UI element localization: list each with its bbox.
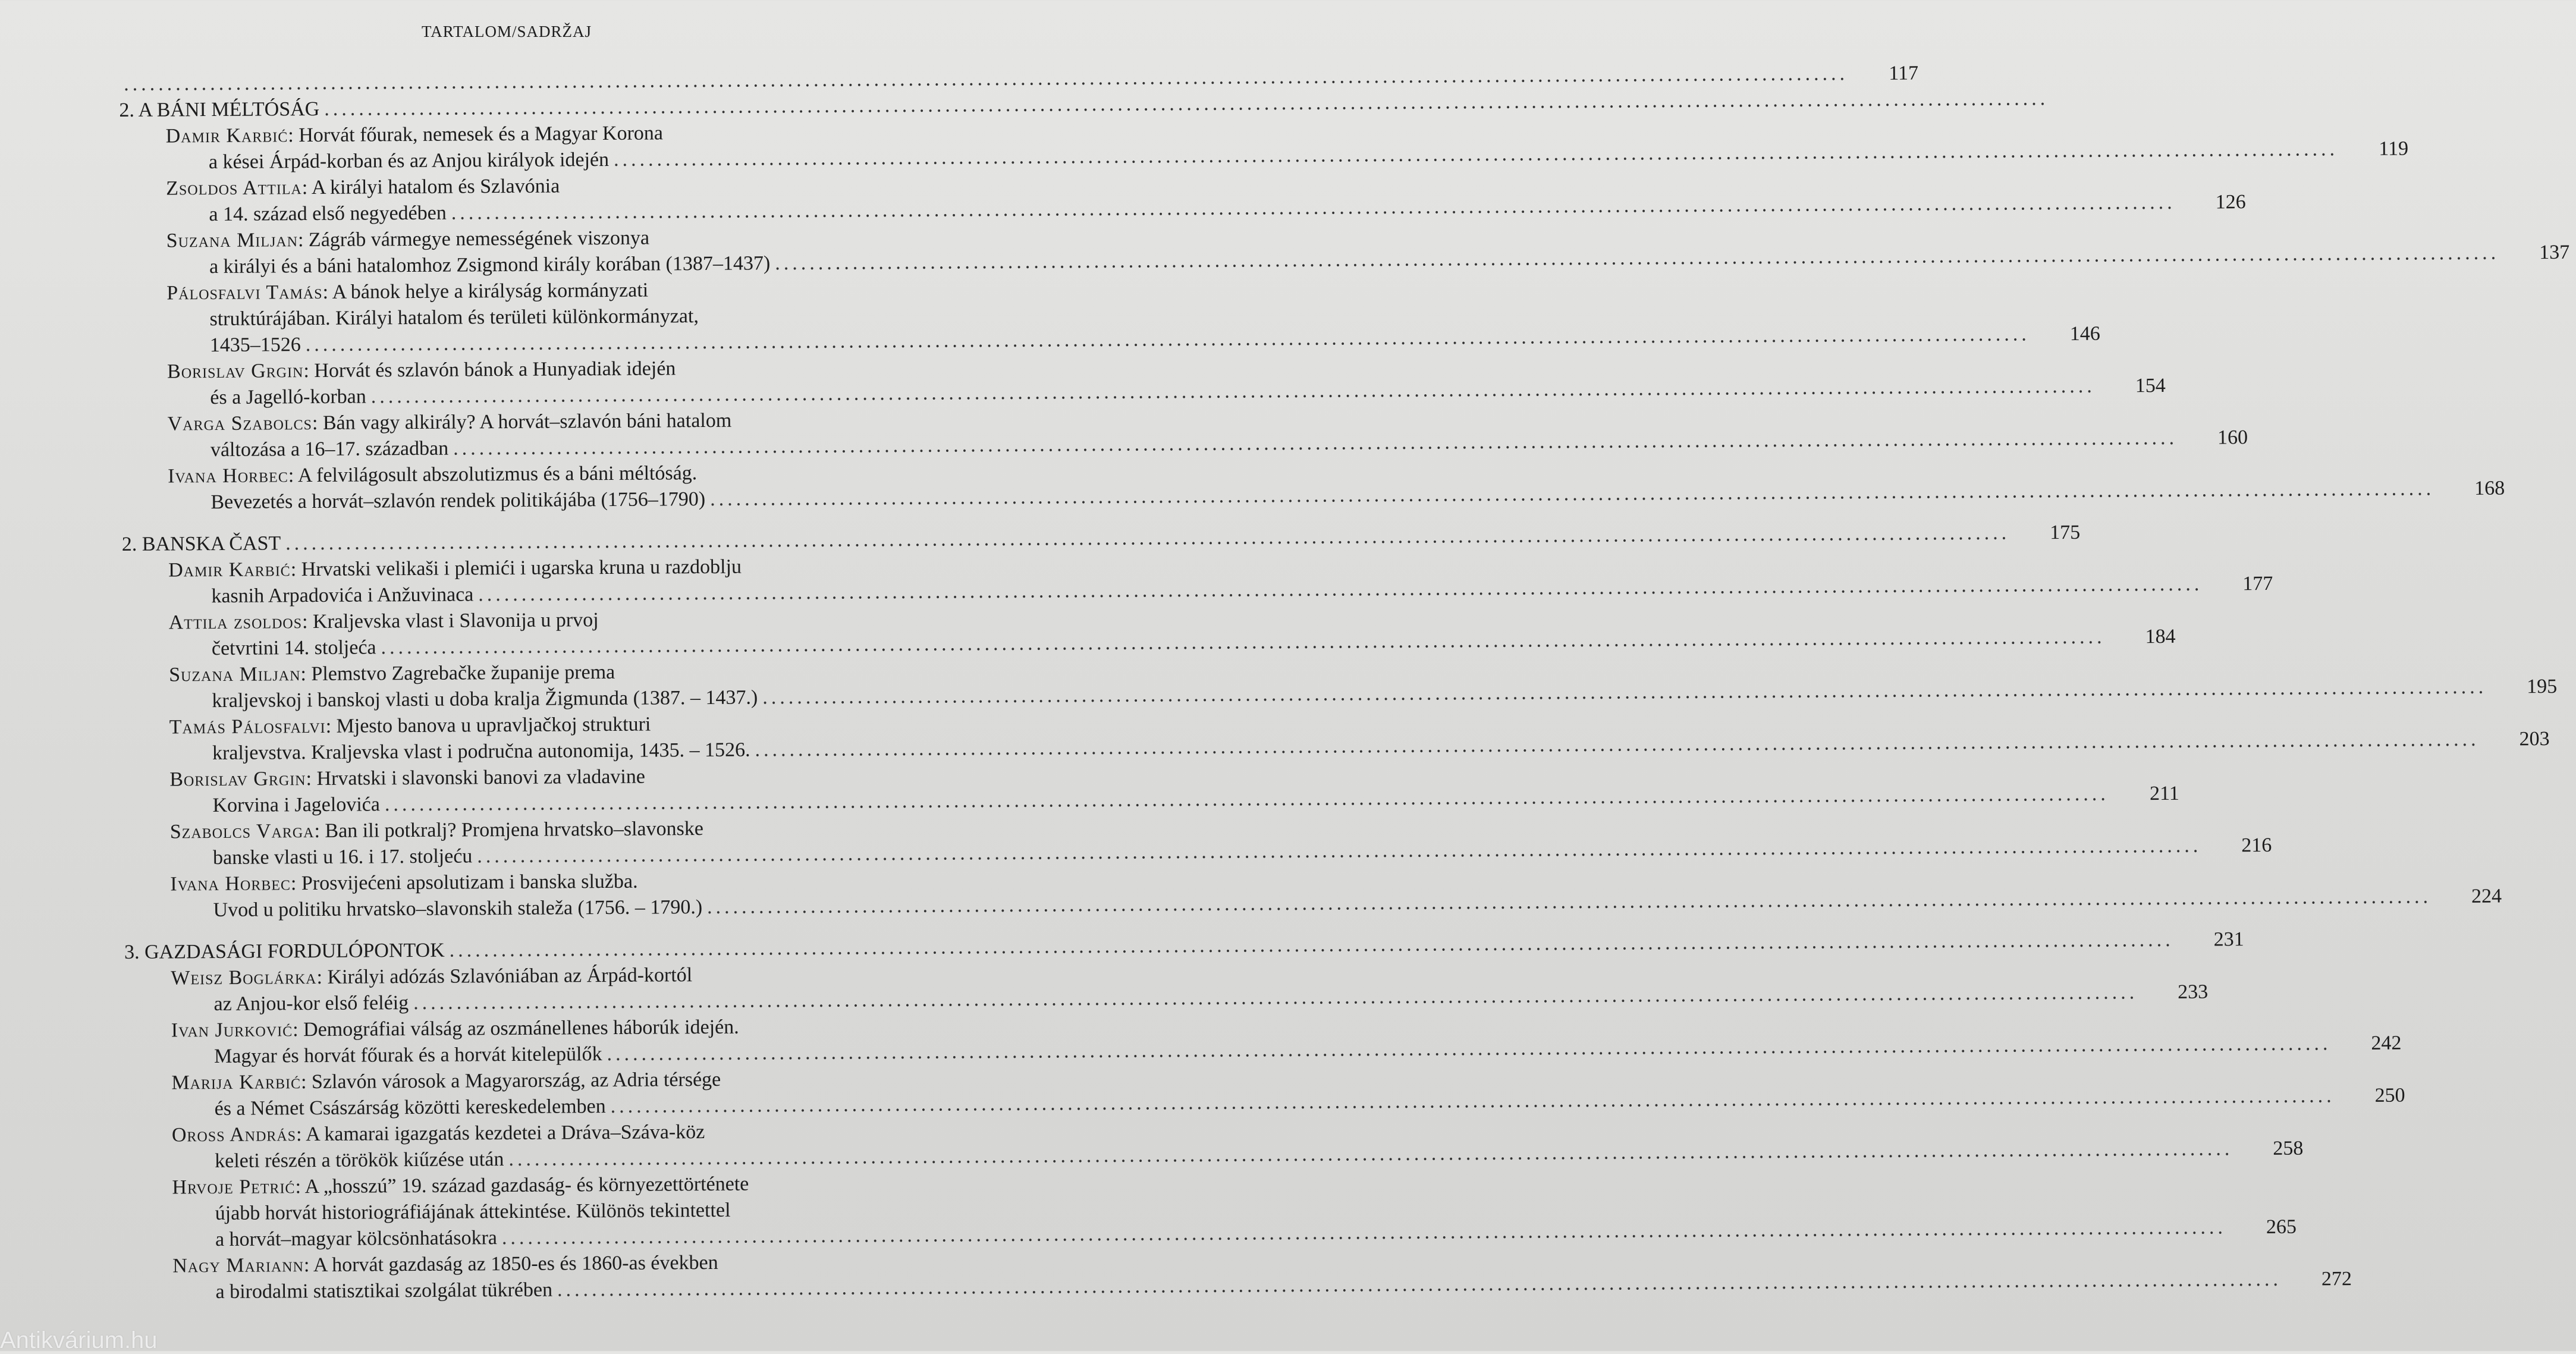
entry-text bbox=[209, 200, 447, 228]
author-name: Suzana Miljan bbox=[169, 663, 301, 686]
entry-continuation-line bbox=[125, 1137, 2304, 1175]
dot-leader: ........................................................................................................................................................................................................ bbox=[451, 191, 2176, 224]
entry-text bbox=[209, 147, 609, 175]
entry-title-line: az Anjou-kor első feléig bbox=[213, 992, 409, 1016]
entry-title-line: a horvát–magyar kölcsönhatásokra bbox=[215, 1227, 498, 1251]
entry-title-line: A „hosszú” 19. század gazdaság- és környezettörténete bbox=[304, 1173, 749, 1198]
page-number: 272 bbox=[2321, 1268, 2352, 1290]
entry-text: Pálosfalvi Tamás: A bánok helye a királyság kormányzati bbox=[167, 279, 649, 304]
entry-title-line: Hrvatski velikaši i plemići i ugarska kruna u razdoblju bbox=[301, 555, 742, 581]
entry-text bbox=[212, 791, 380, 819]
dot-leader: ........................................................................................................................................................................................................ bbox=[453, 426, 2178, 460]
entry-title-line: četvrtini 14. stoljeća bbox=[211, 636, 376, 660]
author-name: Suzana Miljan bbox=[166, 229, 299, 252]
page-number: 203 bbox=[2519, 728, 2550, 750]
entry-title-line: Ban ili potkralj? Promjena hrvatsko–slavonske bbox=[325, 818, 704, 842]
entry-title-line: a birodalmi statisztikai szolgálat tükrében bbox=[215, 1278, 553, 1303]
author-name: Nagy Mariann bbox=[172, 1254, 304, 1277]
dot-leader: ........................................................................................................................................................................................................ bbox=[610, 1085, 2335, 1117]
entry-text: Attila zsoldos: Kraljevska vlast i Slavonija u prvoj bbox=[168, 609, 599, 634]
dot-leader: ........................................................................................................................................................................................................ bbox=[613, 138, 2339, 171]
entry-title-line: Korvina i Jagelovića bbox=[212, 793, 381, 817]
entry-title-line: a kései Árpád-korban és az Anjou királyok idején bbox=[208, 148, 610, 174]
entry-title-line: struktúrájában. Királyi hatalom és területi különkormányzat, bbox=[209, 305, 699, 331]
section-title: 2. A BÁNI MÉLTÓSÁG bbox=[119, 98, 320, 121]
entry-title-line: Bevezetés a horvát–szlavón rendek politikájába (1756–1790) bbox=[211, 488, 706, 514]
entry-title-line: A horvát gazdaság az 1850-es és 1860-as években bbox=[313, 1251, 718, 1277]
entry-title-line: A királyi hatalom és Szlavónia bbox=[311, 175, 560, 199]
entry-text: Zsoldos Attila: A királyi hatalom és Szlavónia bbox=[166, 175, 560, 200]
author-name: Ivana Horbec bbox=[170, 872, 291, 896]
entry-text: Suzana Miljan: Zágráb vármegye nemességének viszonya bbox=[166, 227, 650, 252]
author-name: Borislav Grgin bbox=[169, 768, 306, 791]
entry-title-line: Szlavón városok a Magyarország, az Adria térsége bbox=[311, 1068, 721, 1094]
entry-text: Ivana Horbec: A felvilágosult abszolutizmus és a báni méltóság. bbox=[168, 462, 698, 488]
entry-title-line: újabb horvát historiográfiájának áttekintése. Különös tekintettel bbox=[215, 1199, 731, 1225]
dot-leader: ........................................................................................................................................................................................................ bbox=[557, 1268, 2282, 1301]
page-number: 160 bbox=[2217, 426, 2248, 449]
entry-continuation-line bbox=[122, 675, 2558, 715]
author-name: Tamás Pálosfalvi bbox=[169, 715, 326, 739]
dot-leader: ........................................................................................................................................................................................................ bbox=[755, 728, 2480, 761]
entry-text bbox=[209, 250, 771, 280]
entry-continuation-line bbox=[120, 137, 2409, 176]
entry-continuation-line bbox=[123, 728, 2550, 767]
entry-title-line: változása a 16–17. században bbox=[210, 437, 449, 461]
entry-text bbox=[213, 990, 409, 1017]
page-number: 231 bbox=[2213, 928, 2244, 951]
entry-title-line: kraljevstva. Kraljevska vlast i područna autonomija, 1435. – 1526. bbox=[212, 739, 750, 765]
section-title-row bbox=[121, 521, 2081, 558]
page-number: 224 bbox=[2471, 885, 2502, 907]
entry-text bbox=[215, 1198, 731, 1227]
entry-continuation-line bbox=[121, 477, 2505, 516]
page-number: 242 bbox=[2371, 1032, 2402, 1054]
entry-title-line: Mjesto banova u upravljačkoj strukturi bbox=[336, 713, 651, 737]
author-name: Oross András bbox=[171, 1123, 297, 1146]
section-title: 2. BANSKA ČAST bbox=[121, 532, 281, 555]
entry-title-line: Plemstvo Zagrebačke županije prema bbox=[311, 661, 615, 686]
author-name: Damir Karbić bbox=[168, 558, 291, 582]
entry-title-line: A bánok helye a királyság kormányzati bbox=[332, 279, 649, 303]
entry-text bbox=[212, 684, 758, 714]
entry-title-line: A felvilágosult abszolutizmus és a báni méltóság. bbox=[297, 462, 698, 487]
entry-text: Hrvoje Petrić: A „hosszú” 19. század gazdaság- és környezettörténete bbox=[172, 1173, 749, 1199]
author-name: Attila zsoldos bbox=[168, 611, 303, 634]
author-name: Marija Karbić bbox=[171, 1071, 301, 1094]
entry-text bbox=[212, 634, 376, 662]
author-name: Zsoldos Attila bbox=[166, 177, 302, 200]
author-name: Varga Szabolcs bbox=[167, 412, 313, 435]
entry-text bbox=[211, 486, 705, 516]
author-name: Pálosfalvi Tamás bbox=[167, 281, 323, 304]
page-number: 168 bbox=[2474, 477, 2505, 499]
page-number: 154 bbox=[2135, 374, 2166, 397]
entry-continuation-line bbox=[120, 191, 2246, 228]
entry-title-line: Zágráb vármegye nemességének viszonya bbox=[308, 227, 650, 252]
entry-title-line: Horvát főurak, nemesek és a Magyar Korona bbox=[299, 122, 664, 147]
entry-continuation-line bbox=[121, 426, 2248, 464]
page-number-empty bbox=[2053, 111, 2119, 112]
entry-continuation-line bbox=[124, 834, 2272, 872]
author-name: Weisz Boglárka bbox=[171, 966, 317, 989]
entry-continuation-line bbox=[125, 1032, 2402, 1070]
entry-continuation-line bbox=[121, 374, 2166, 411]
entry-text: Tamás Pálosfalvi: Mjesto banova u upravljačkoj strukturi bbox=[169, 713, 651, 739]
entry-title-line: Prosvijećeni apsolutizam i banska služba. bbox=[301, 870, 638, 895]
entry-text: Marija Karbić: Szlavón városok a Magyarország, az Adria térsége bbox=[171, 1068, 721, 1094]
dot-leader: ........................................................................................................................................................................................................ bbox=[501, 1216, 2227, 1249]
entry-continuation-line bbox=[124, 885, 2502, 924]
entry-continuation-line bbox=[120, 241, 2570, 281]
entry-title-line: keleti részén a törökök kiűzése után bbox=[215, 1148, 504, 1173]
dot-leader: ........................................................................................................................................................................................................ bbox=[413, 981, 2138, 1014]
entry-text: Borislav Grgin: Hrvatski i slavonski banovi za vladavine bbox=[169, 765, 646, 791]
entry-continuation-line bbox=[126, 1215, 2297, 1254]
table-of-contents bbox=[119, 62, 2570, 1321]
page-number: 126 bbox=[2215, 191, 2246, 213]
page-number: 250 bbox=[2374, 1084, 2405, 1107]
author-name: Ivan Jurković bbox=[171, 1019, 293, 1042]
dot-leader: ........................................................................................................................................................................................................ bbox=[477, 834, 2202, 868]
entry-continuation-line bbox=[122, 625, 2176, 662]
entry-title-line: Horvát és szlavón bánok a Hunyadiak idején bbox=[314, 357, 676, 382]
entry-continuation-line bbox=[124, 981, 2209, 1018]
dot-leader: ........................................................................................................................................................................................................ bbox=[607, 1032, 2332, 1066]
dot-leader: ........................................................................................................................................................................................................ bbox=[478, 573, 2203, 606]
dot-leader: ........................................................................................................................................................................................................ bbox=[775, 241, 2500, 275]
page-number: 117 bbox=[1889, 62, 1919, 84]
entry-title-line: A kamarai igazgatás kezdetei a Dráva–Száva-köz bbox=[306, 1121, 705, 1146]
entry-text bbox=[215, 1094, 606, 1122]
page-number: 184 bbox=[2145, 625, 2176, 648]
entry-text: Damir Karbić: Hrvatski velikaši i plemići i ugarska kruna u razdoblju bbox=[168, 555, 742, 582]
watermark: Antikvárium.hu bbox=[0, 1327, 158, 1353]
author-name: Szabolcs Varga bbox=[169, 820, 315, 843]
entry-title-line: Hrvatski i slavonski banovi za vladavine bbox=[316, 765, 646, 790]
entry-text: Borislav Grgin: Horvát és szlavón bánok a Hunyadiak idején bbox=[167, 357, 676, 383]
author-name: Hrvoje Petrić bbox=[172, 1176, 296, 1199]
entry-title-line: Uvod u politiku hrvatsko–slavonskih staleža (1756. – 1790.) bbox=[213, 896, 703, 922]
page-number: 216 bbox=[2241, 834, 2272, 857]
entry-title-line: és a Jagelló-korban bbox=[210, 385, 366, 409]
entry-text: Varga Szabolcs: Bán vagy alkirály? A horvát–szlavón báni hatalom bbox=[167, 409, 732, 435]
entry-text bbox=[211, 582, 473, 610]
running-head: TARTALOM/SADRŽAJ bbox=[421, 23, 592, 40]
entry-text bbox=[210, 384, 366, 411]
author-name: Damir Karbić bbox=[165, 124, 288, 147]
entry-text bbox=[215, 1146, 504, 1174]
page-number: 175 bbox=[2050, 521, 2081, 544]
author-name: Ivana Horbec bbox=[168, 464, 288, 488]
entry-title-line: Demográfiai válság az oszmánellenes háborúk idején. bbox=[303, 1016, 739, 1041]
entry-continuation-line bbox=[126, 1268, 2352, 1306]
entry-text bbox=[213, 894, 702, 923]
page-number: 211 bbox=[2149, 782, 2179, 805]
entry-continuation-line bbox=[122, 572, 2273, 610]
entry-continuation-line bbox=[121, 322, 2100, 359]
dot-leader: ........................................................................................................................................................................................................ bbox=[449, 928, 2174, 962]
entry-text: Nagy Mariann: A horvát gazdaság az 1850-es és 1860-as években bbox=[172, 1251, 718, 1277]
section-title-row bbox=[124, 928, 2244, 966]
dot-leader: ........................................................................................................................................................................................................ bbox=[710, 477, 2435, 510]
page-number: 137 bbox=[2539, 241, 2570, 264]
dot-leader: ........................................................................................................................................................................................................ bbox=[305, 323, 2030, 356]
section-title-row bbox=[119, 87, 2049, 124]
entry-text bbox=[209, 303, 699, 332]
entry-text: Oross András: A kamarai igazgatás kezdetei a Dráva–Száva-köz bbox=[171, 1121, 705, 1146]
entry-title-line: a királyi és a báni hatalomhoz Zsigmond király korában (1387–1437) bbox=[209, 252, 771, 278]
entry-title-line: kasnih Arpadovića i Anžuvinaca bbox=[211, 583, 474, 608]
entry-title-line: banske vlasti u 16. i 17. stoljeću bbox=[212, 845, 473, 869]
entry-text bbox=[214, 1041, 602, 1070]
entry-text: Ivana Horbec: Prosvijećeni apsolutizam i banska služba. bbox=[170, 870, 638, 896]
page-number: 195 bbox=[2527, 675, 2558, 698]
entry-text: Szabolcs Varga: Ban ili potkralj? Promjena hrvatsko–slavonske bbox=[169, 818, 704, 843]
entry-continuation-line bbox=[123, 782, 2179, 819]
page-number: 177 bbox=[2242, 572, 2273, 595]
entry-text: Damir Karbić: Horvát főurak, nemesek és a Magyar Korona bbox=[165, 122, 664, 147]
dot-leader: ........................................................................................................................................................................................................ bbox=[381, 626, 2106, 659]
entry-text bbox=[213, 843, 473, 871]
dot-leader: ........................................................................................................................................................................................................ bbox=[370, 375, 2096, 408]
entry-title-line: 1435–1526 bbox=[209, 334, 301, 357]
dot-leader: ........................................................................................................................................................................................................ bbox=[124, 62, 1849, 95]
entry-text bbox=[215, 1277, 552, 1305]
page-number: 258 bbox=[2273, 1137, 2304, 1160]
entry-text bbox=[212, 737, 750, 767]
page-number: 265 bbox=[2266, 1215, 2297, 1238]
page-number: 119 bbox=[2379, 137, 2409, 160]
entry-title-line: Kraljevska vlast i Slavonija u prvoj bbox=[312, 609, 599, 633]
entry-text: Weisz Boglárka: Királyi adózás Szlavóniában az Árpád-kortól bbox=[171, 964, 693, 989]
page-number: 233 bbox=[2178, 981, 2209, 1003]
entry-text bbox=[210, 332, 301, 359]
dot-leader: ........................................................................................................................................................................................................ bbox=[508, 1138, 2233, 1171]
entry-title-line: Magyar és horvát főurak és a horvát kitelepülők bbox=[214, 1043, 602, 1068]
entry-title-line: Bán vagy alkirály? A horvát–szlavón báni hatalom bbox=[322, 409, 732, 434]
entry-text bbox=[211, 436, 449, 463]
dot-leader: ........................................................................................................................................................................................................ bbox=[285, 522, 2010, 555]
entry-title-line: Királyi adózás Szlavóniában az Árpád-kortól bbox=[327, 964, 693, 988]
entry-text bbox=[215, 1225, 497, 1253]
dot-leader: ........................................................................................................................................................................................................ bbox=[384, 783, 2109, 816]
entry-title-line: kraljevskoj i banskoj vlasti u doba kralja Žigmunda (1387. – 1437.) bbox=[212, 686, 758, 712]
entry-text: Ivan Jurković: Demográfiai válság az oszmánellenes háborúk idején. bbox=[171, 1016, 739, 1042]
page-number: 146 bbox=[2069, 322, 2100, 345]
entry-text: Suzana Miljan: Plemstvo Zagrebačke županije prema bbox=[169, 661, 615, 686]
author-name: Borislav Grgin bbox=[167, 360, 304, 383]
entry-title-line: a 14. század első negyedében bbox=[209, 202, 447, 226]
dot-leader: ........................................................................................................................................................................................................ bbox=[324, 87, 2049, 120]
section-title: 3. GAZDASÁGI FORDULÓPONTOK bbox=[124, 939, 445, 963]
entry-continuation-line bbox=[125, 1084, 2405, 1123]
entry-title-line: és a Német Császárság közötti kereskedelemben bbox=[214, 1095, 606, 1120]
dot-leader: ........................................................................................................................................................................................................ bbox=[707, 885, 2432, 918]
dot-leader: ........................................................................................................................................................................................................ bbox=[762, 676, 2487, 709]
